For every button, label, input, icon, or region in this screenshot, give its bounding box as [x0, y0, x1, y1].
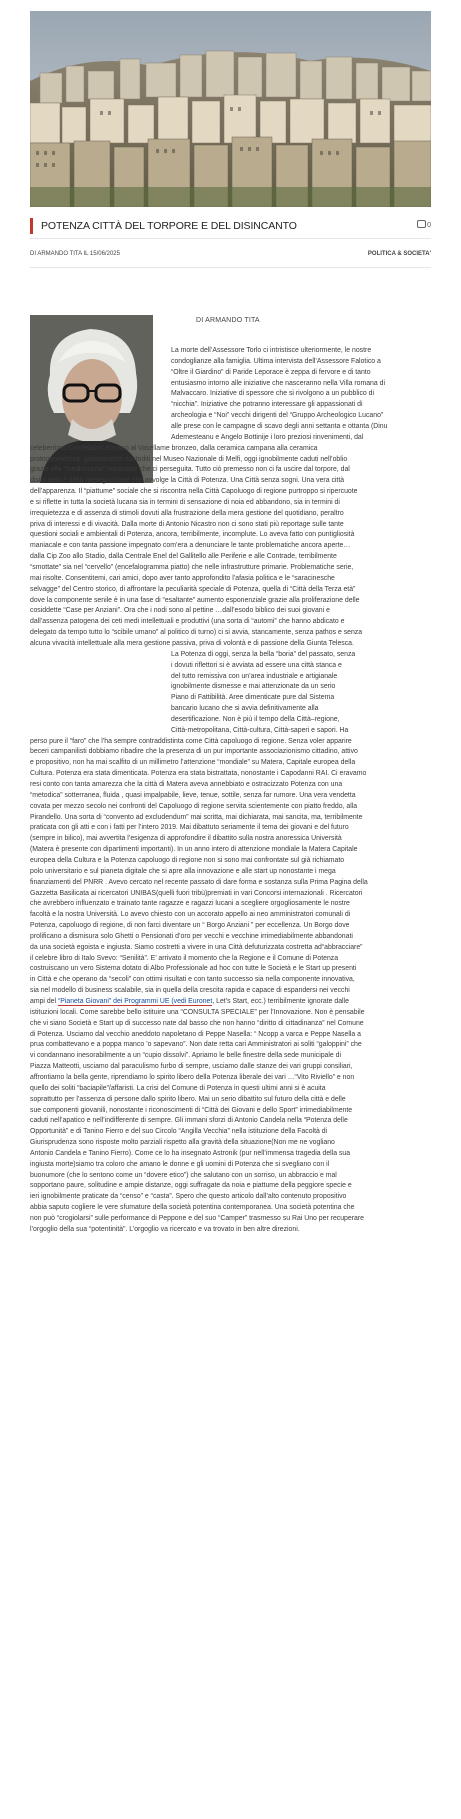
- article-paragraph-line: Potenza, capoluogo di regione, di non farci diventare un “ Borgo Anziani ” per eccellenza. Un Borgo dove: [30, 922, 350, 930]
- article-paragraph-line: ampi del “Pianeta Giovani” dei Programmi UE (vedi Euronet, Let’s Start, ecc.) terribilmente ignorate dalle: [30, 998, 349, 1005]
- article-paragraph-line: che vi siano Società e Start up di successo nate dal basso che non hanno “diritto di cittadinanza” nel Comune: [30, 1019, 364, 1027]
- article-paragraph-line: Gazzetta Basilicata ai ricercatori UNIBAS(quelli fuori tribù)premiati in vari Concorsi internazionali . Ricercatori: [30, 889, 363, 897]
- article-paragraph-line: cosiddette “Case per Anziani”. Ora che i nodi sono al pettine …dall’esodo biblico dei suoi giovani e: [30, 607, 330, 615]
- article-paragraph-line: sopportano paure, solitudine e ampie distanze, oggi suffragate da noia e piattume della peggiore specie e: [30, 1182, 352, 1190]
- article-paragraph-line: abbia saputo cogliere le vere sfumature della società potentina contemporanea. Una società potentina che: [30, 1204, 355, 1212]
- article-paragraph-line: “Oltre il Giardino” di Paride Leporace è zeppa di fervore e di tanto: [171, 368, 371, 376]
- pianeta-giovani-link[interactable]: “Pianeta Giovani” dei Programmi UE (vedi Euronet: [57, 998, 213, 1005]
- city-panorama-image: [30, 11, 431, 207]
- article-paragraph-line: Città-metropolitana, Città-cultura, Città-saperi e sapori. Ha: [171, 726, 349, 734]
- article-paragraph-line: dalla Cip Zoo allo Stadio, dalla Centrale Enel del Gallitello alle Periferie e alle Contrade, terribilmente: [30, 553, 337, 561]
- article-paragraph-line: Cultura. Potenza era stata dimenticata. Potenza era stata bistrattata, nonostante i Capodanni RAI. Ci eravamo: [30, 770, 367, 778]
- article-paragraph-line: (Matera è presente con dipartimenti importanti). In un anno intero di attenzione mondiale la Matera Capitale: [30, 846, 358, 854]
- article-paragraph-line: disincanto e dalla rassegnazione che avvolge la Città di Potenza. Una Città senza sogni. Una vera città: [30, 477, 345, 485]
- article-paragraph-line: polo universitario e sul pianeta digitale che si apre alla innovazione e alle start up nonostante i mega: [30, 867, 336, 875]
- article-paragraph-line: in Città e che operano da “secoli” con ottimi risultati e con tanto successo sia nella componente innovativa,: [30, 976, 355, 984]
- article-paragraph-line: dell’apparenza. Il “piattume” sociale che si riscontra nella Città Capoluogo di regione purtroppo si ripercuote: [30, 488, 358, 496]
- article-paragraph-line: “smottate” sia nel “cervello” (encefalogramma piatto) che nelle infrastrutture primarie. Problematiche serie,: [30, 564, 354, 571]
- article-paragraph-line: e propositivo, non ha mai scalfito di un millimetro l’attenzione “mondiale” su Matera, Capitale europea della: [30, 759, 356, 767]
- article-paragraph-line: perso pure il “faro” che l’ha sempre contraddistinta come Città capoluogo di regione. Senza voler apparire: [30, 737, 352, 745]
- article-paragraph-line: Ademesteanu e Angelo Bottinije i loro preziosi rinvenimenti, dal: [171, 433, 364, 441]
- article-paragraph-line: Malvaccaro. Iniziative di spessore che si rivolgono a un pubblico di: [171, 390, 374, 398]
- article-paragraph-line: buonumore (che lo sentono come un “dovere etico”) che salutano con un sorriso, un abbraccio e mal: [30, 1171, 337, 1179]
- article-paragraph-line: sue componenti giovanili, nonostante i riconoscimenti di “Città dei Giovani e dello Sport” irrimediabilmente: [30, 1106, 353, 1114]
- article-paragraph-line: praticata con gli atti e con i fatti per l’intero 2019. Mai dibattuto seriamente il tema dei giovani e del futuro: [30, 824, 349, 832]
- article-paragraph-line: questioni sociali e ambientali di Potenza, ancora, terribilmente, incomplute. Lo aveva fatto con puntigliosità: [30, 531, 355, 539]
- article-paragraph-line: Piazza Matteotti, usciamo dal paraculismo furbo di sempre, usciamo dalle stanze dei vari gruppi consiliari,: [30, 1063, 353, 1071]
- article-paragraph-line: prolificano a dismisura solo Ghetti o Pensionati d’oro per vecchi e vecchine irrimediabilmente abbandonati: [30, 932, 353, 940]
- article-paragraph-line: vi condannano inesorabilmente a un “cupio dissolvi”. Apriamo le belle finestre della sede municipale di: [30, 1052, 342, 1060]
- article-paragraph-line: covata per mezzo secolo nei confronti del Capoluogo di regione servita scientemente con piatto freddo, alla: [30, 802, 358, 810]
- title-accent-bar: [30, 218, 33, 234]
- date-prefix: IL: [81, 251, 90, 257]
- article-paragraph-line: europea della Cultura e la Potenza capoluogo di regione non si sono mai confrontate sul già richiamato: [30, 856, 345, 864]
- article-paragraph-line: il celebre libro di Italo Svevo: “Senilità”. E’ arrivato il momento che la Regione e il Comune di Potenza: [30, 954, 339, 962]
- article-paragraph-line: archeologia e “Noi” vecchi dirigenti del “Gruppo Archeologico Lucano”: [171, 412, 384, 420]
- article-byline: DI ARMANDO TITA: [196, 317, 260, 324]
- post-meta: [30, 251, 431, 263]
- article-paragraph-line: caduti nell’apatico e nell’indifferente di sempre. Gli immani sforzi di Antonio Candela nella “Potenza delle: [30, 1117, 348, 1125]
- post-title-row: [30, 216, 431, 238]
- article-paragraph-line: selvagge” del Centro storico, di affrontare la peculiarità speciale di Potenza, quella di “Città della Terza età”: [30, 585, 356, 593]
- article-paragraph-line: affrontiamo la bella gente, riprendiamo lo spirito libero della Potenza liberale dei vari …“Vito Riviello” e non: [30, 1073, 355, 1081]
- title-divider: [30, 238, 431, 239]
- article-paragraph-line: beceri campanilisti dobbiamo ribadire che la presenza di un pur importante associazionismo cittadino, attivo: [30, 748, 358, 756]
- article-paragraph-line: da una società egoista e ingiusta. Siamo costretti a vivere in una Città defuturizzata costretta ad“abbracciare”: [30, 943, 363, 951]
- article-paragraph-line: protogeometrica, gelosamente custoditi nel Museo Nazionale di Melfi, oggi ignobilmente caduti nell’oblio: [30, 455, 348, 463]
- category-link[interactable]: POLITICA & SOCIETA': [367, 251, 431, 257]
- article-paragraph-line: del tutto remissiva con un’area industriale e artigianale: [171, 672, 338, 680]
- article-paragraph-line: La morte dell’Assessore Torlo ci intristisce ulteriormente, le nostre: [171, 347, 372, 354]
- article-paragraph-line: “nicchia”. Iniziative che potranno interessare gli appassionati di: [171, 401, 363, 409]
- article-paragraph-line: irrequietezza e di assenza di stimoli dovuti alla frustrazione della mera gestione del quotidiano, peraltro: [30, 509, 344, 517]
- article-paragraph-line: che avrebbero influenzato e trainato tante ragazze e ragazzi lucani a scegliere orgogliosamente le nostre: [30, 900, 350, 908]
- article-paragraph-line: Piano di Fattibilità. Aree dimenticate pure dal Sistema: [171, 694, 335, 702]
- article-paragraph-line: grazie alla “mediocrazia” imperante che ci perseguita. Tutto ciò premesso non ci fa uscire dal torpore, dal: [30, 466, 350, 474]
- article-paragraph-line: resi conto con tanta amarezza che la città di Matera aveva annebbiato e ostracizzato Potenza con una: [30, 781, 343, 788]
- article-paragraph-line: di Potenza. Usciamo dal vecchio aneddoto napoletano di Peppe Nasella: “ Ncopp a varca e Peppe Nasella a: [30, 1030, 361, 1038]
- post-title: POTENZA CITTÀ DEL TORPORE E DEL DISINCANTO: [41, 220, 297, 232]
- byline-prefix: DI: [30, 251, 38, 257]
- article-paragraph-line: Giurisprudenza sono risposte molto parziali rispetto alla gravità della situazione(Non me ne vogliano: [30, 1139, 335, 1147]
- article-paragraph-line: facoltà e la nostra Università. Lo avevo chiesto con un accorato appello ai neo amministratori comunali di: [30, 911, 351, 919]
- article-paragraph-line: desertificazione. Non è più il tempo della Città–regione,: [171, 715, 340, 723]
- article-paragraph-line: priva di interessi e di vivacità. Dalla morte di Antonio Nicastro non ci sono stati più reportage sulle tante: [30, 520, 344, 528]
- article-paragraph-line: finanziamenti del PNRR . Avevo cercato nel recente passato di dare forma e sostanza sulla Prima Pagina della: [30, 878, 368, 886]
- comment-count: 0: [427, 222, 431, 229]
- article-paragraph-line: alcuna vivacità intellettuale alla mera gestione passiva, priva di volontà e di passione della Giunta Telesca.: [30, 639, 354, 647]
- article-paragraph-line: dall’assenza patogena dei ceti medi intellettuali e produttivi (una sorta di “automi” che hanno abdicato e: [30, 618, 345, 626]
- article-paragraph-line: Antonio Candela e Tanino Fierro). Come ce lo ha insegnato Astronik (pur nell’immensa tragedia della sua: [30, 1149, 351, 1157]
- article-paragraph-line: La Potenza di oggi, senza la bella “boria” del passato, senza: [171, 650, 356, 658]
- article-paragraph-line: delegato da tempo tutto lo “scibile umano” al politico di turno) ci si avvia, stancamente, senza pathos e senza: [30, 629, 363, 637]
- article-paragraph-line: ignobilmente dismesse e mai attenzionate da un serio: [171, 683, 336, 691]
- article-paragraph-line: prua combattevano e a poppa manco ’o sapevano”. Non date retta cari Amministratori ai soliti “galoppini” che: [30, 1041, 362, 1049]
- article-paragraph-line: sia nel modello di business scalabile, sia in quella della crescita rapida e capace di espandersi nei vecchi: [30, 987, 350, 995]
- article-paragraph-line: e si riflette in tutta la società lucana sia in termini di sensazione di noia ed abbandono, sia in termini di: [30, 498, 340, 506]
- comments-link[interactable]: [417, 219, 431, 233]
- article-paragraph-line: condoglianze alla famiglia. Ultima intervista dell’Assessore Falotico a: [171, 357, 381, 365]
- article-paragraph-line: l’orgoglio della sua “potentinità”. L’orgoglio va ricercato e va trovato in ben altre direzioni.: [30, 1225, 300, 1233]
- article-paragraph-line: istituzioni locali. Come sarebbe bello istituire una “CONSULTA SPECIALE” per l’Innovazione. Non è pensabile: [30, 1008, 365, 1016]
- article-paragraph-line: soprattutto per l’assenza di persone dallo spirito libero. Mai un serio dibattito sul futuro della città e delle: [30, 1095, 346, 1103]
- article-paragraph-line: alle prese con le campagne di scavo degli anni settanta e ottanta (Dinu: [171, 422, 388, 430]
- post-byline-date: [30, 251, 120, 257]
- article-paragraph-line: Pirandello. Una sorta di “convento ad excludendum” mai scritta, mai dichiarata, mai sancita, ma, terribilmente: [30, 813, 363, 821]
- article-paragraph-line: maniacale e con tanta passione impegnato com’era a denunciare le tante problematiche ancora aperte…: [30, 542, 351, 550]
- article-paragraph-line: costruiscano un vero Sistema dotato di Albo Professionale ad hoc con tutte le Società e le Start up presenti: [30, 965, 357, 973]
- article-paragraph-line: ingiusta morte)siamo tra coloro che amano le donne e gli uomini di Potenza che si svegliano con il: [30, 1160, 330, 1168]
- article-paragraph-line: bancario lucano che si avvia definitivamente alla: [171, 705, 319, 713]
- article-paragraph-line: i dovuti riflettori si è avviata ad essere una città stanca e: [171, 661, 342, 669]
- article-paragraph-line: quello dei soliti “baciapile”/affaristi. La crisi del Comune di Potenza in questi ultimi anni si è acuita: [30, 1084, 326, 1092]
- article-paragraph-line: “metodica” sotterranea, fluida , quasi impalpabile, lieve, tenue, sottile, senza far rumore. Una vera vendetta: [30, 791, 356, 799]
- article-paragraph-line: Opportunità” e di Tanino Fierro e del suo Circolo “Angilla Vecchia” nella istituzione della Facoltà di: [30, 1128, 328, 1136]
- meta-divider: [30, 267, 431, 268]
- article-paragraph-line: dove la componente senile è in una fase di “esaltante” aumento esponenziale grazie alla proliferazione delle: [30, 596, 360, 604]
- article-paragraph-line: non può “crogiolarsi” sulle performance di Peppone e del suo “Camper” trasmesso su Rai Uno per recuperare: [30, 1215, 364, 1222]
- article-paragraph-line: entusiasmo intorno alle iniziative che nasceranno nella Villa romana di: [171, 379, 385, 387]
- article-paragraph-line: (sempre in bilico), mai avvertita l’esigenza di approfondire il dibattito sulla nostra anoressica Università: [30, 835, 342, 843]
- article-paragraph-line: ieri ignobilmente praticate da “censo” e “casta”. Spero che questo articolo dall’alto contenuto propositivo: [30, 1193, 347, 1201]
- article-paragraph-line: mai risolte. Consentitemi, cari amici, dopo aver tanto approfondito l’afasia politica e le “saracinesche: [30, 574, 335, 582]
- author-link[interactable]: ARMANDO TITA: [37, 251, 82, 257]
- comment-bubble-icon: [417, 220, 426, 228]
- article-paragraph-line: celeberrimo Candelabro Etrusco al Vasellame bronzeo, dalla ceramica campana alla ceramica: [30, 444, 318, 452]
- post-date: 15/06/2025: [89, 251, 120, 257]
